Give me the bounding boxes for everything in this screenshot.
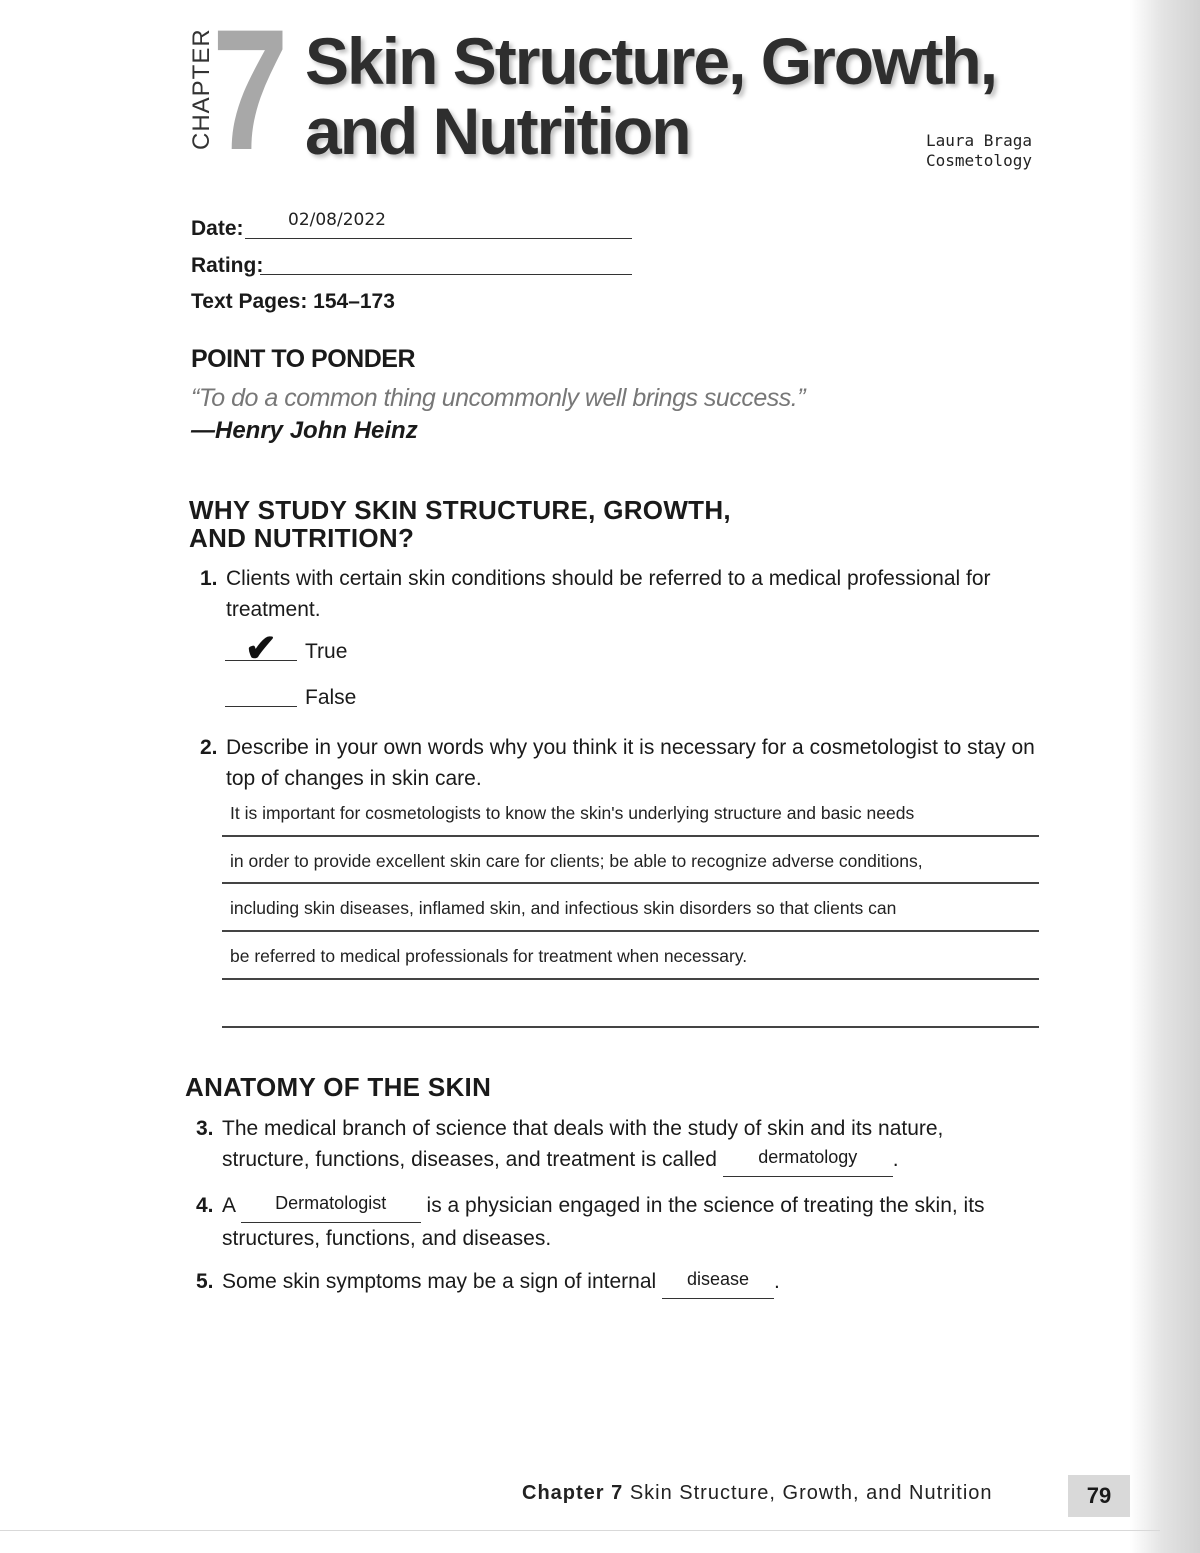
check-mark-icon: ✔ (245, 628, 277, 670)
question-punctuation: . (892, 1148, 899, 1171)
option-true: True (305, 640, 348, 663)
answer-line[interactable] (222, 882, 1039, 884)
title-line-2: and Nutrition (305, 94, 690, 168)
ponder-quote: “To do a common thing uncommonly well brings success.” (191, 384, 806, 412)
answer-line-text: including skin diseases, inflamed skin, and infectious skin disorders so that clients can (230, 898, 897, 918)
footer-chapter-label: Chapter 7 (522, 1482, 624, 1504)
answer-line[interactable] (222, 978, 1039, 980)
question-number: 5. (196, 1270, 214, 1293)
question-5 (196, 1266, 1052, 1299)
why-heading-line-1: WHY STUDY SKIN STRUCTURE, GROWTH, (189, 495, 731, 525)
question-number: 1. (200, 567, 218, 590)
page-title (305, 26, 996, 166)
course-name: Cosmetology (926, 151, 1032, 170)
footer-chapter-title: Skin Structure, Growth, and Nutrition (629, 1482, 993, 1504)
question-number: 4. (196, 1194, 214, 1217)
option-false: False (305, 686, 357, 709)
question-text: Some skin symptoms may be a sign of internal (222, 1270, 657, 1293)
answer-line-text: be referred to medical professionals for treatment when necessary. (230, 946, 748, 966)
rating-field[interactable] (260, 274, 632, 275)
answer-text: dermatology (758, 1147, 858, 1167)
question-text: structures, functions, and diseases. (222, 1227, 552, 1250)
chapter-label: CHAPTER (188, 28, 215, 150)
question-text: structure, functions, diseases, and treatment is called (222, 1148, 717, 1171)
answer-blank[interactable] (241, 1190, 421, 1223)
why-heading-line-2: AND NUTRITION? (189, 523, 415, 553)
answer-line[interactable] (222, 1026, 1039, 1028)
answer-line-text: It is important for cosmetologists to know the skin's underlying structure and basic needs (230, 803, 915, 823)
rating-label: Rating: (191, 254, 264, 277)
anatomy-heading: ANATOMY OF THE SKIN (185, 1072, 492, 1102)
date-label: Date: (191, 217, 244, 240)
question-punctuation: . (774, 1270, 780, 1293)
question-text: is a physician engaged in the science of treating the skin, its (426, 1194, 985, 1217)
answer-line[interactable] (222, 930, 1039, 932)
question-text: A (222, 1194, 235, 1217)
date-field[interactable]: 02/08/2022 (288, 210, 386, 230)
question-number: 3. (196, 1117, 214, 1140)
title-line-1: Skin Structure, Growth, (305, 24, 997, 98)
student-name: Laura Braga (926, 131, 1032, 150)
false-option-blank[interactable] (225, 706, 297, 707)
scan-bottom-line (0, 1530, 1160, 1531)
question-number: 2. (200, 736, 218, 759)
scan-shadow-edge (1130, 0, 1200, 1553)
answer-blank[interactable] (723, 1144, 893, 1177)
question-1 (200, 563, 1036, 625)
question-text: The medical branch of science that deals with the study of skin and its nature, (222, 1117, 944, 1140)
page-number: 79 (1068, 1475, 1130, 1517)
question-text: Describe in your own words why you think it is necessary for a cosmetologist to stay on top of changes in skin care. (226, 736, 1035, 790)
question-3 (196, 1113, 1042, 1177)
quote-author: —Henry John Heinz (191, 417, 418, 444)
answer-line-text: in order to provide excellent skin care for clients; be able to recognize adverse conditions, (230, 851, 923, 871)
chapter-number: 7 (212, 0, 289, 186)
question-2 (200, 732, 1046, 794)
page-footer (522, 1482, 993, 1505)
text-pages: Text Pages: 154–173 (191, 290, 395, 313)
why-study-heading (189, 496, 731, 552)
question-4 (196, 1190, 1052, 1254)
date-field-line (245, 238, 632, 239)
answer-text: Dermatologist (275, 1193, 387, 1213)
student-info (926, 131, 1032, 171)
answer-text: disease (687, 1269, 750, 1289)
answer-line[interactable] (222, 835, 1039, 837)
answer-blank[interactable] (662, 1266, 774, 1299)
question-text: Clients with certain skin conditions should be referred to a medical professional for treatment. (226, 567, 991, 621)
ponder-heading: POINT TO PONDER (191, 345, 416, 373)
